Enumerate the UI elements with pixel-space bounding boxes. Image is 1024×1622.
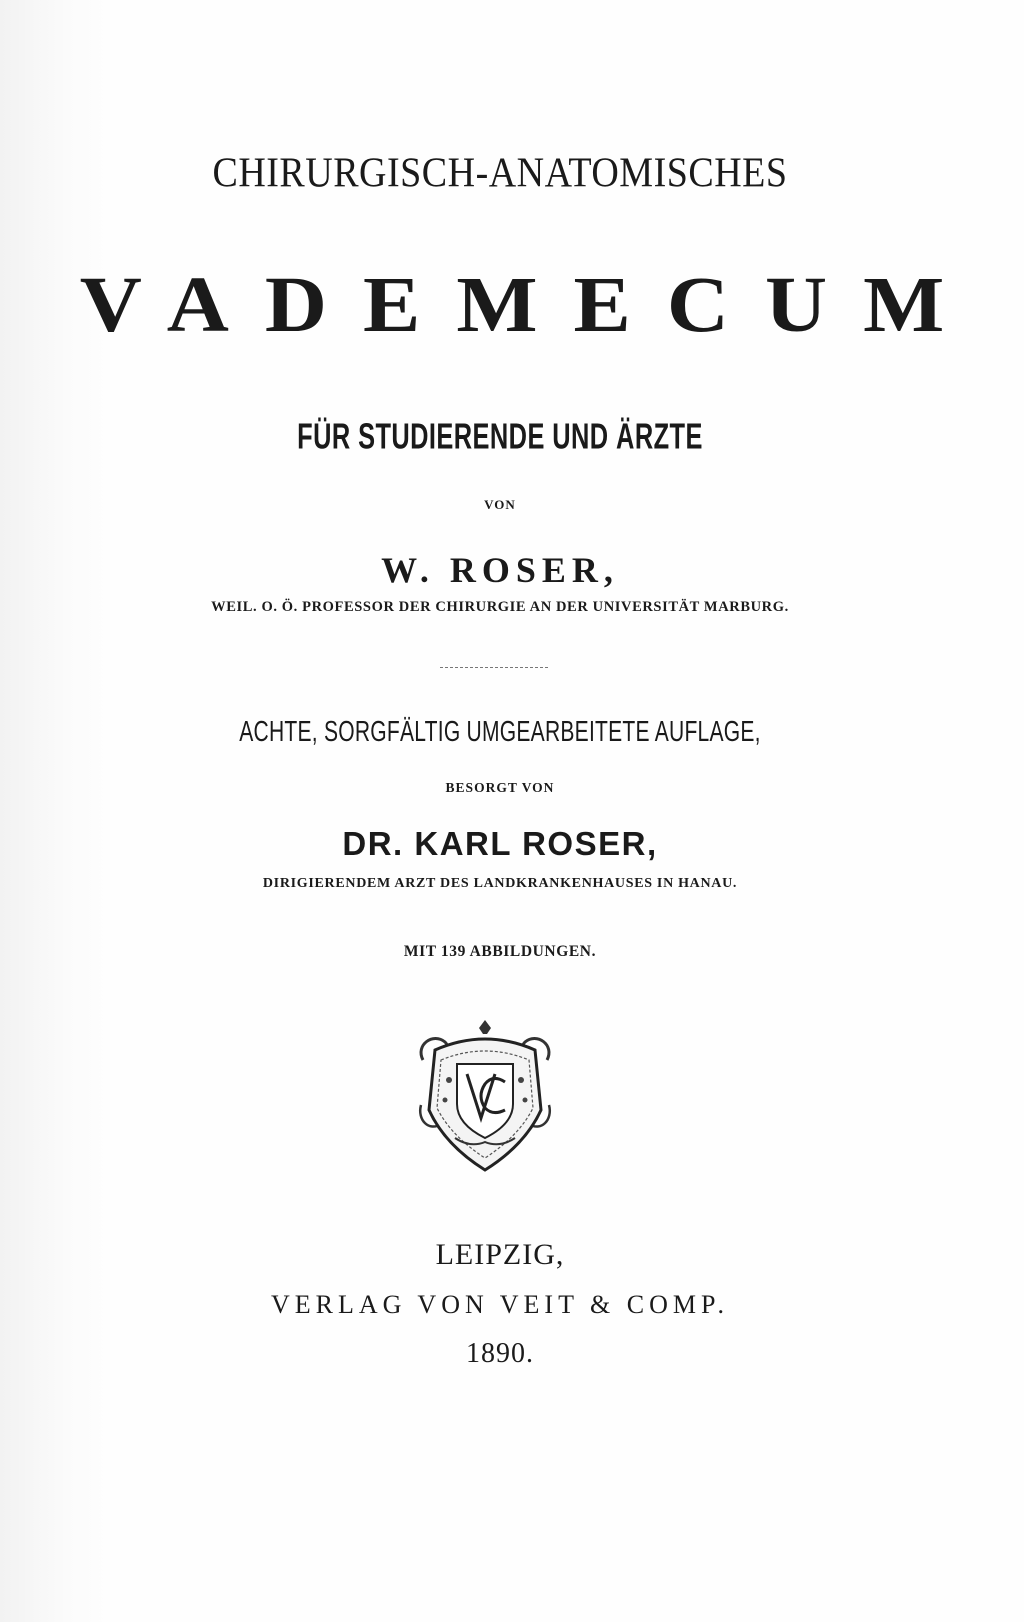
by-label: VON (484, 497, 516, 512)
subtitle: FÜR STUDIERENDE UND ÄRZTE (297, 415, 703, 457)
imprint-publisher: VERLAG VON VEIT & COMP. (270, 1290, 730, 1319)
publisher-crest-icon (415, 1020, 555, 1175)
series-title: CHIRURGISCH-ANATOMISCHES (212, 149, 788, 197)
editor-title: DIRIGIERENDEM ARZT DES LANDKRANKENHAUSES IN HANAU. (262, 876, 738, 891)
page-shadow-edge (0, 0, 110, 1622)
illustrations-note: MIT 139 ABBILDUNGEN. (403, 943, 597, 960)
editor-name: DR. KARL ROSER, (342, 825, 658, 862)
author-title: WEIL. O. Ö. PROFESSOR DER CHIRURGIE AN DER UNIVERSITÄT MARBURG. (211, 599, 789, 615)
edited-by-label: BESORGT VON (445, 780, 555, 795)
author-name: W. ROSER, (381, 550, 619, 590)
main-title: VADEMECUM (79, 260, 981, 349)
imprint-year: 1890. (466, 1338, 534, 1369)
edition-statement: ACHTE, SORGFÄLTIG UMGEARBEITETE AUFLAGE, (239, 715, 761, 748)
imprint-city: LEIPZIG, (435, 1238, 565, 1271)
divider-rule (440, 667, 548, 669)
